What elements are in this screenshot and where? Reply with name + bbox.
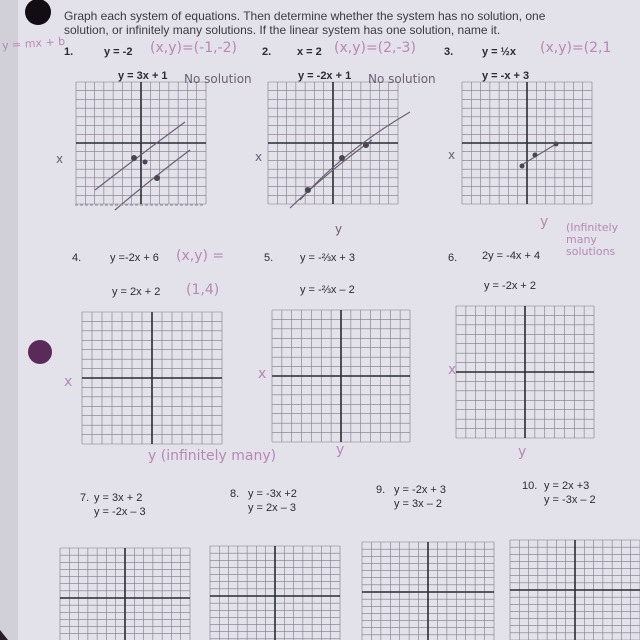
problem-1-number: 1. — [64, 46, 74, 58]
problem-4-point: (1,4) — [186, 282, 220, 298]
problem-9-eq1: y = -2x + 3 — [394, 484, 446, 496]
problem-3-eq2: y = -x + 3 — [482, 70, 530, 82]
problem-3-eq1: y = ½x — [482, 46, 516, 58]
problem-8-eq1: y = -3x +2 — [248, 488, 297, 500]
problem-5-eq1: y = -⅔x + 3 — [300, 252, 356, 264]
graph6-y-label: y — [518, 444, 527, 460]
problem-8-eq2: y = 2x – 3 — [248, 502, 297, 514]
problem-4-number: 4. — [72, 252, 82, 264]
problem-2-answer: (x,y)=(2,-3) — [334, 40, 416, 56]
problem-2-eq1: x = 2 — [297, 46, 322, 58]
graph5-y-label: y — [336, 442, 345, 458]
graph2-y-label: y — [335, 222, 343, 236]
problem-7-eq2: y = -2x – 3 — [94, 506, 146, 518]
problem-4-verdict: y (infinitely many) — [148, 448, 277, 464]
problem-9-eq2: y = 3x – 2 — [394, 498, 443, 510]
problem-7-number: 7. — [80, 492, 90, 504]
problem-10-eq1: y = 2x +3 — [544, 480, 590, 492]
problem-6-number: 6. — [448, 252, 458, 264]
problem-4-answer: (x,y) = — [176, 248, 225, 264]
instructions-line-2: solution, or infinitely many solutions. If the linear system has one solution, name it. — [64, 23, 501, 37]
problem-2-number: 2. — [262, 46, 272, 58]
problem-3-verdict: (Infinitely many solutions — [566, 221, 619, 258]
problem-2-eq2: y = -2x + 1 — [298, 70, 352, 82]
problem-1-eq1: y = -2 — [104, 46, 133, 58]
problem-5-eq2: y = -⅔x – 2 — [300, 284, 355, 296]
problem-8-number: 8. — [230, 488, 240, 500]
graph3-x-label: x — [448, 148, 456, 162]
graph6-x-label: x — [448, 362, 457, 378]
graph3-y-label: y — [540, 214, 549, 230]
problem-10-eq2: y = -3x – 2 — [544, 494, 596, 506]
problem-10-number: 10. — [522, 480, 538, 492]
graph2-x-label: x — [255, 150, 263, 164]
problem-1-eq2: y = 3x + 1 — [118, 70, 168, 82]
problem-6-eq2: y = -2x + 2 — [484, 280, 536, 292]
margin-note: y = mx + b — [1, 34, 66, 53]
graph1-x-label: x — [56, 152, 64, 166]
instructions-line-1: Graph each system of equations. Then determine whether the system has no solution, one — [64, 9, 546, 23]
problem-4-eq1: y =-2x + 6 — [110, 252, 159, 264]
problem-1-verdict: No solution — [184, 72, 252, 86]
problem-5-number: 5. — [264, 252, 274, 264]
problem-2-verdict: No solution — [368, 72, 436, 86]
problem-7-eq1: y = 3x + 2 — [94, 492, 143, 504]
problem-6-eq1: 2y = -4x + 4 — [482, 250, 541, 262]
problem-3-number: 3. — [444, 46, 454, 58]
problem-3-answer: (x,y)=(2,1 — [540, 40, 612, 56]
problem-1-answer: (x,y)=(-1,-2) — [150, 40, 237, 56]
graph4-x-label: x — [64, 374, 73, 390]
problem-9-number: 9. — [376, 484, 386, 496]
graph5-x-label: x — [258, 366, 267, 382]
problem-4-eq2: y = 2x + 2 — [112, 286, 161, 298]
